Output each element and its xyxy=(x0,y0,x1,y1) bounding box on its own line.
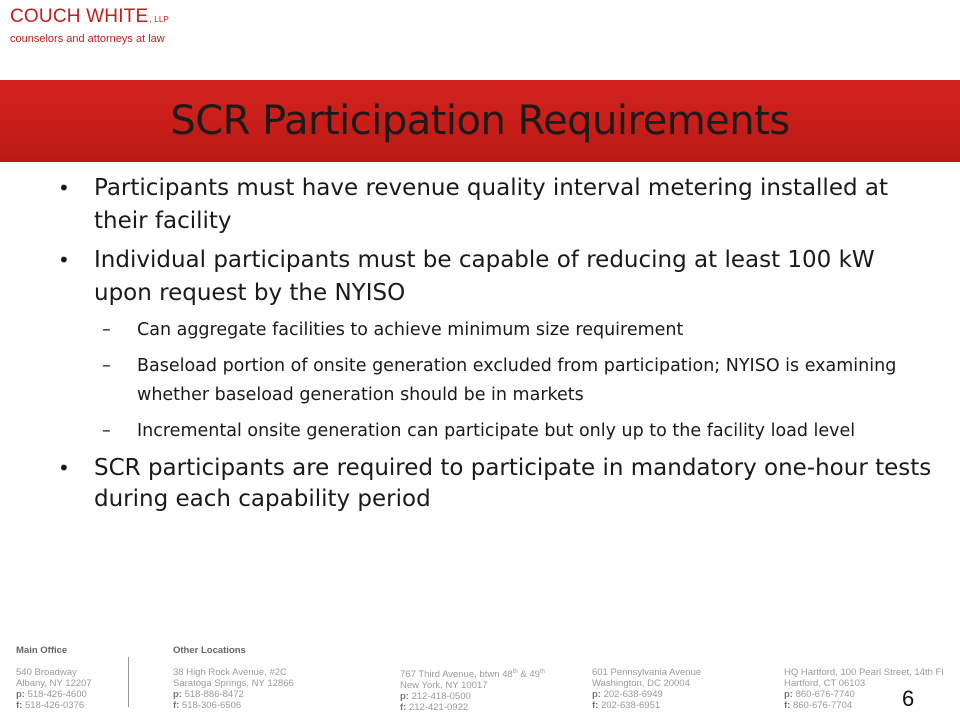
address-part: & 49 xyxy=(517,669,540,681)
footer-address xyxy=(16,667,92,711)
footer-address xyxy=(400,667,545,713)
dash-icon: – xyxy=(102,421,111,441)
footer xyxy=(0,640,960,720)
fax-line xyxy=(784,700,943,711)
phone-label: p: xyxy=(592,689,601,700)
phone-line xyxy=(592,689,701,700)
phone-value: 518-886-8472 xyxy=(184,689,244,700)
phone-label: p: xyxy=(16,689,25,700)
fax-line xyxy=(173,700,294,711)
page-number: 6 xyxy=(902,686,915,711)
address-line xyxy=(400,667,545,680)
phone-value: 518-426-4600 xyxy=(27,689,87,700)
superscript: th xyxy=(512,669,518,675)
fax-value: 212-421-0922 xyxy=(408,702,469,714)
phone-value: 202-638-6949 xyxy=(603,689,663,700)
sub-bullet-text: Can aggregate facilities to achieve minimum size requirement xyxy=(137,320,684,340)
address-line: 38 High Rock Avenue, #2C xyxy=(173,667,287,678)
address-line: New York, NY 10017 xyxy=(400,680,488,692)
address-part: 767 Third Avenue, btwn 48 xyxy=(400,669,513,681)
bullet-item xyxy=(58,453,938,515)
sub-bullet-item xyxy=(58,316,938,345)
bullet-item xyxy=(58,244,938,310)
fax-label: f: xyxy=(784,700,791,711)
phone-line xyxy=(400,691,545,702)
phone-label: p: xyxy=(400,691,409,703)
phone-line xyxy=(16,689,92,700)
bullet-dot-icon: • xyxy=(58,456,70,480)
fax-line xyxy=(592,700,701,711)
phone-label: p: xyxy=(173,689,182,700)
title-bar xyxy=(0,80,960,162)
address-line: 540 Broadway xyxy=(16,667,77,678)
address-line: Saratoga Springs, NY 12866 xyxy=(173,678,294,689)
bullet-dot-icon: • xyxy=(58,248,70,272)
address-line: Hartford, CT 06103 xyxy=(784,678,866,689)
footer-address xyxy=(592,667,701,711)
footer-other-locations-header: Other Locations xyxy=(173,645,246,656)
fax-value: 518-306-6506 xyxy=(181,700,242,711)
bullet-dot-icon: • xyxy=(58,176,70,200)
phone-label: p: xyxy=(784,689,793,700)
sub-bullet-text: Baseload portion of onsite generation excluded from participation; NYISO is examining whether baseload generation should be in markets xyxy=(137,356,897,405)
fax-line xyxy=(16,700,92,711)
address-line: Albany, NY 12207 xyxy=(16,678,92,689)
phone-line xyxy=(173,689,294,700)
bullet-item xyxy=(58,172,938,238)
phone-value: 860-676-7740 xyxy=(795,689,855,700)
fax-line xyxy=(400,702,545,713)
sub-bullet-text: Incremental onsite generation can participate but only up to the facility load level xyxy=(137,421,856,441)
footer-address xyxy=(173,667,294,711)
fax-value: 518-426-0376 xyxy=(24,700,85,711)
fax-value: 860-676-7704 xyxy=(792,700,853,711)
footer-main-office-header: Main Office xyxy=(16,645,68,656)
brand-name xyxy=(10,6,169,31)
dash-icon: – xyxy=(102,356,111,376)
address-line: Washington, DC 20004 xyxy=(592,678,690,689)
superscript: th xyxy=(539,669,545,675)
brand-tagline: counselors and attorneys at law xyxy=(10,33,165,45)
sub-bullet-item xyxy=(58,352,938,410)
fax-label: f: xyxy=(400,702,407,714)
dash-icon: – xyxy=(102,320,111,340)
fax-label: f: xyxy=(173,700,180,711)
brand-name-text: COUCH WHITE xyxy=(10,6,149,27)
slide-title: SCR Participation Requirements xyxy=(170,98,790,144)
brand-logo xyxy=(10,6,169,46)
footer-divider xyxy=(128,657,129,707)
address-line: HQ Hartford, 100 Pearl Street, 14th Fl xyxy=(784,667,944,678)
sub-bullet-item xyxy=(58,417,938,446)
bullet-text: SCR participants are required to participate in mandatory one-hour tests during each capability period xyxy=(94,455,932,512)
footer-address xyxy=(784,667,943,711)
slide-content xyxy=(58,172,938,515)
phone-line xyxy=(784,689,943,700)
bullet-text: Participants must have revenue quality interval metering installed at their facility xyxy=(94,175,888,234)
phone-value: 212-418-0500 xyxy=(411,691,471,703)
fax-label: f: xyxy=(592,700,599,711)
fax-label: f: xyxy=(16,700,23,711)
bullet-text: Individual participants must be capable of reducing at least 100 kW upon request by the NYISO xyxy=(94,247,875,306)
fax-value: 202-638-6951 xyxy=(600,700,661,711)
address-line: 601 Pennsylvania Avenue xyxy=(592,667,702,678)
brand-llp: , LLP xyxy=(149,15,170,24)
